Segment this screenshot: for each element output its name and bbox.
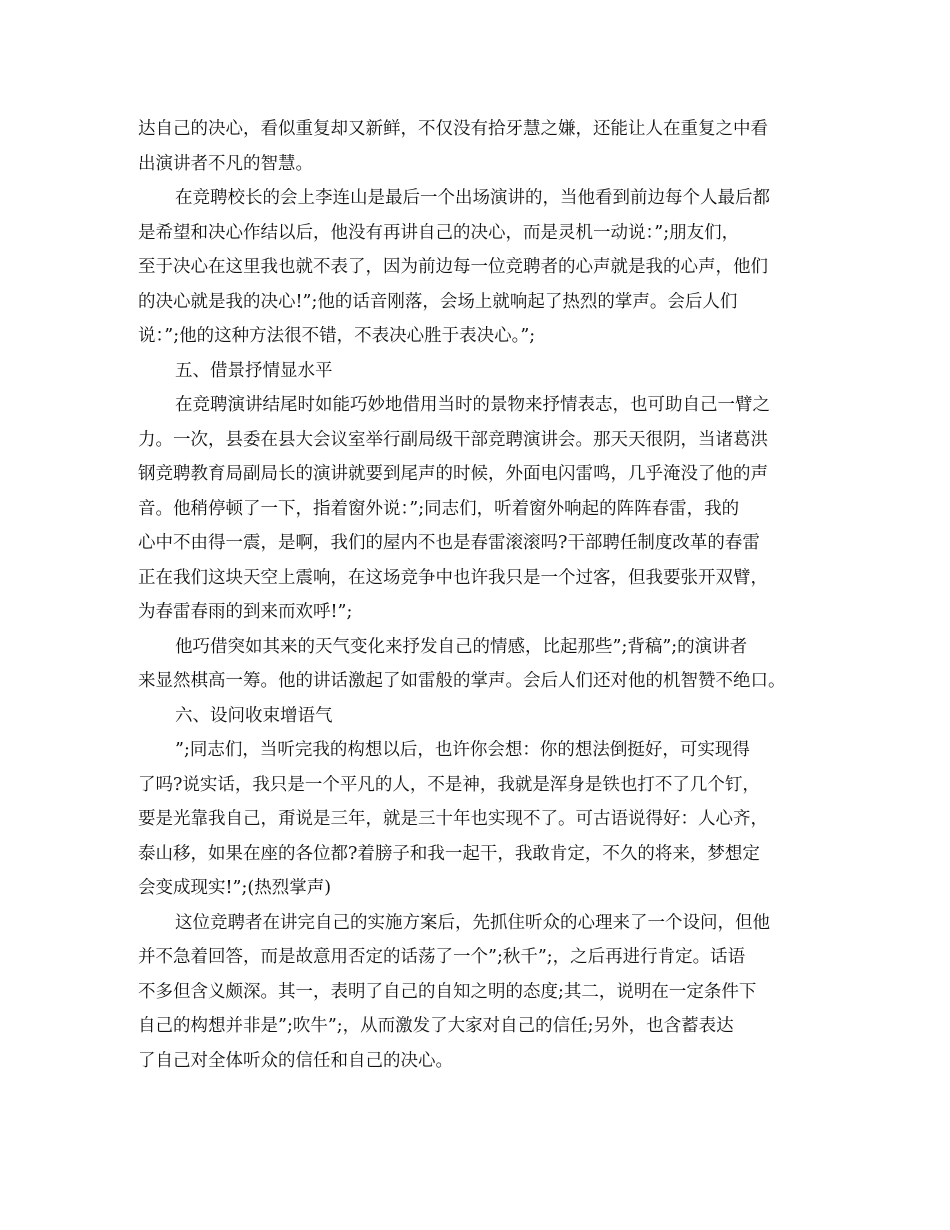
paragraph [138, 181, 822, 354]
text-line: 是希望和决心作结以后，他没有再讲自己的决心，而是灵机一动说：”;朋友们， [138, 222, 740, 243]
text-line: 音。他稍停顿了一下，指着窗外说：”;同志们，听着窗外响起的阵阵春雷，我的 [138, 498, 740, 519]
text-line: 心中不由得一震，是啊，我们的屋内不也是春雷滚滚吗?干部聘任制度改革的春雷 [138, 533, 760, 553]
section-heading [138, 699, 822, 734]
heading-text: 五、借景抒情显水平 [175, 360, 333, 381]
text-line: 这位竞聘者在讲完自己的实施方案后，先抓住听众的心理来了一个设问，但他 [175, 912, 770, 933]
text-line: 达自己的决心，看似重复却又新鲜，不仅没有拾牙慧之嫌，还能让人在重复之中看 [138, 119, 768, 139]
section-heading [138, 354, 822, 389]
text-line: 来显然棋高一筹。他的讲话激起了如雷般的掌声。会后人们还对他的机智赞不绝口。 [138, 671, 786, 691]
paragraph-continuation [138, 112, 822, 181]
text-line: 的决心就是我的决心!”;他的话音刚落，会场上就响起了热烈的掌声。会后人们 [138, 291, 738, 312]
text-line: 了自己对全体听众的信任和自己的决心。 [138, 1050, 453, 1071]
text-line: 在竞聘演讲结尾时如能巧妙地借用当时的景物来抒情表志，也可助自己一臂之 [175, 395, 770, 415]
text-line: 了吗?说实话，我只是一个平凡的人，不是神，我就是浑身是铁也打不了几个钉， [138, 774, 760, 795]
text-line: 泰山移，如果在座的各位都?着膀子和我一起干，我敢肯定，不久的将来，梦想定 [138, 843, 760, 864]
paragraph [138, 630, 822, 699]
text-line: 至于决心在这里我也就不表了，因为前边每一位竞聘者的心声就是我的心声，他们 [138, 257, 768, 277]
paragraph [138, 733, 822, 906]
text-line: 他巧借突如其来的天气变化来抒发自己的情感，比起那些”;背稿”;的演讲者 [175, 636, 748, 657]
text-line: 钢竞聘教育局副局长的演讲就要到尾声的时候，外面电闪雷鸣，几乎淹没了他的声 [138, 464, 768, 484]
text-line: 出演讲者不凡的智慧。 [138, 153, 313, 174]
document-page [138, 112, 822, 1078]
text-line: 正在我们这块天空上震响，在这场竞争中也许我只是一个过客，但我要张开双臂， [138, 567, 768, 588]
heading-text: 六、设问收束增语气 [175, 705, 333, 726]
text-line: 在竞聘校长的会上李连山是最后一个出场演讲的，当他看到前边每个人最后都 [175, 188, 770, 208]
text-line: 说：”;他的这种方法很不错，不表决心胜于表决心。”; [138, 326, 536, 346]
paragraph [138, 906, 822, 1079]
text-line: 为春雷春雨的到来而欢呼!”; [138, 602, 353, 622]
paragraph [138, 388, 822, 630]
text-line: ”;同志们，当听完我的构想以后，也许你会想：你的想法倒挺好，可实现得 [175, 740, 750, 760]
text-line: 不多但含义颇深。其一，表明了自己的自知之明的态度;其二，说明在一定条件下 [138, 981, 757, 1002]
text-line: 会变成现实!”;(热烈掌声) [138, 878, 332, 898]
text-line: 自己的构想并非是”;吹牛”;，从而激发了大家对自己的信任;另外，也含蓄表达 [138, 1016, 734, 1036]
text-line: 并不急着回答，而是故意用否定的话荡了一个”;秋千”;，之后再进行肯定。话语 [138, 947, 746, 967]
text-line: 力。一次，县委在县大会议室举行副局级干部竞聘演讲会。那天天很阴，当诸葛洪 [138, 429, 768, 450]
text-line: 要是光靠我自己，甭说是三年，就是三十年也实现不了。可古语说得好：人心齐， [138, 809, 768, 829]
